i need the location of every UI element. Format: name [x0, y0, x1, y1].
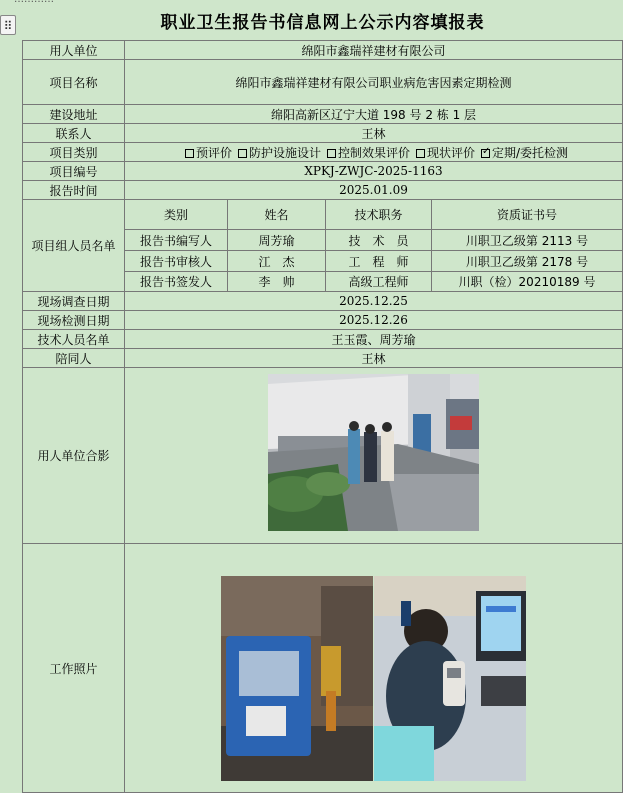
test-date-value: 2025.12.26 — [124, 310, 623, 330]
technicians-value: 王玉霞、周芳瑜 — [124, 329, 623, 349]
team-member-name: 周芳瑜 — [227, 229, 326, 251]
address-label: 建设地址 — [22, 104, 125, 124]
option-control-effect — [321, 144, 410, 161]
page-title: 职业卫生报告书信息网上公示内容填报表 — [160, 13, 485, 33]
option-status-evaluation — [410, 144, 475, 161]
team-member-title: 高级工程师 — [325, 271, 432, 292]
test-date-label: 现场检测日期 — [22, 310, 125, 330]
team-header-title: 技术职务 — [325, 199, 432, 230]
team-header-cert: 资质证书号 — [431, 199, 623, 230]
contact-value: 王林 — [124, 123, 623, 143]
checkbox-icon — [327, 149, 336, 158]
team-member-name: 李 帅 — [227, 271, 326, 292]
left-margin — [0, 36, 22, 793]
option-protection-design — [232, 144, 321, 161]
team-member-cert: 川职卫乙级第 2113 号 — [431, 229, 623, 251]
option-label: 控制效果评价 — [337, 145, 410, 160]
team-member-name: 江 杰 — [227, 250, 326, 272]
option-pre-evaluation — [179, 144, 232, 161]
group-photo-label: 用人单位合影 — [22, 367, 125, 544]
checked-checkbox-icon — [481, 149, 490, 158]
employer-label: 用人单位 — [22, 40, 125, 60]
project-type-options — [124, 142, 623, 162]
team-member-title: 工 程 师 — [325, 250, 432, 272]
project-name-label: 项目名称 — [22, 59, 125, 105]
team-member-role: 报告书审核人 — [124, 250, 228, 272]
option-label: 现状评价 — [426, 145, 475, 160]
survey-date-label: 现场调查日期 — [22, 291, 125, 311]
checkbox-icon — [185, 149, 194, 158]
project-name-value: 绵阳市鑫瑞祥建材有限公司职业病危害因素定期检测 — [124, 59, 623, 105]
team-member-cert: 川职（检）20210189 号 — [431, 271, 623, 292]
escort-value: 王林 — [124, 348, 623, 368]
employer-value: 绵阳市鑫瑞祥建材有限公司 — [124, 40, 623, 60]
checkbox-icon — [238, 149, 247, 158]
address-value: 绵阳高新区辽宁大道 198 号 2 栋 1 层 — [124, 104, 623, 124]
option-label: 防护设施设计 — [248, 145, 321, 160]
report-time-label: 报告时间 — [22, 180, 125, 200]
work-photos-label: 工作照片 — [22, 543, 125, 793]
technicians-label: 技术人员名单 — [22, 329, 125, 349]
group-photo-image — [268, 374, 479, 531]
work-photos-image — [221, 576, 526, 781]
report-time-value: 2025.01.09 — [124, 180, 623, 200]
project-no-value: XPKJ-ZWJC-2025-1163 — [124, 161, 623, 181]
team-header-name: 姓名 — [227, 199, 326, 230]
survey-date-value: 2025.12.25 — [124, 291, 623, 311]
team-header-role: 类别 — [124, 199, 228, 230]
header-fragment — [14, 0, 54, 5]
work-photos — [221, 576, 526, 781]
option-label: 预评价 — [195, 145, 232, 160]
project-type-label: 项目类别 — [22, 142, 125, 162]
checkbox-icon — [416, 149, 425, 158]
team-member-title: 技 术 员 — [325, 229, 432, 251]
escort-label: 陪同人 — [22, 348, 125, 368]
contact-label: 联系人 — [22, 123, 125, 143]
option-label: 定期/委托检测 — [492, 145, 569, 160]
team-member-role: 报告书编写人 — [124, 229, 228, 251]
team-member-cert: 川职卫乙级第 2178 号 — [431, 250, 623, 272]
project-no-label: 项目编号 — [22, 161, 125, 181]
team-member-role: 报告书签发人 — [124, 271, 228, 292]
drag-handle-icon[interactable]: ⠿ — [0, 15, 16, 35]
group-photo — [268, 374, 479, 531]
option-periodic-testing — [475, 144, 568, 161]
team-label: 项目组人员名单 — [22, 199, 125, 292]
